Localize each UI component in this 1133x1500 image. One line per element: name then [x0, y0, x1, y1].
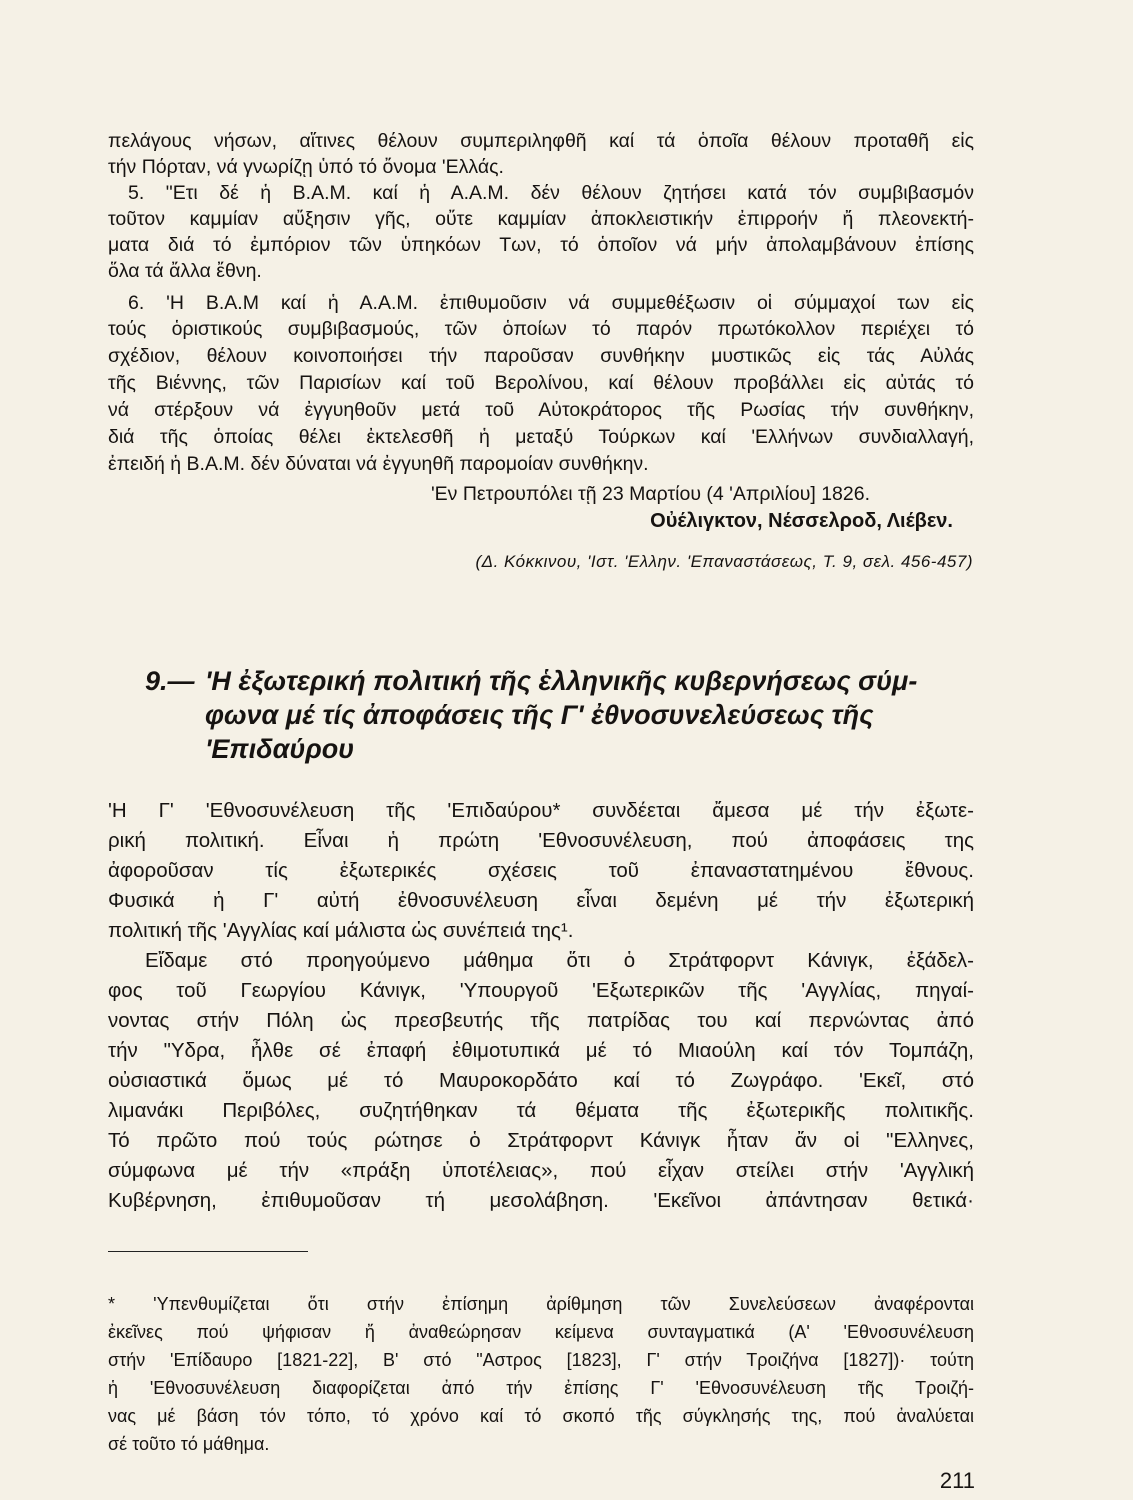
text-line: * 'Υπενθυμίζεται ὅτι στήν ἐπίσημη ἀρίθμηση τῶν Συνελεύσεων ἀναφέρονται	[108, 1294, 974, 1314]
text-line: τούς ὁριστικούς συμβιβασμούς, τῶν ὁποίων τό παρόν πρωτόκολλον περιέχει τό	[108, 318, 974, 340]
text-line: Κυβέρνηση, ἐπιθυμοῦσαν τή μεσολάβηση. 'Εκεῖνοι ἀπάντησαν θετικά·	[108, 1189, 974, 1212]
text-line: ὅλα τά ἄλλα ἔθνη.	[108, 260, 262, 282]
text-line: 5. "Ετι δέ ἡ Β.Α.Μ. καί ἡ Α.Α.Μ. δέν θέλουν ζητήσει κατά τόν συμβιβασμόν	[128, 182, 974, 204]
text-line: Φυσικά ἡ Γ' αὐτή ἐθνοσυνέλευση εἶναι δεμένη μέ τήν ἐξωτερική	[108, 889, 974, 912]
text-line: νοντας στήν Πόλη ὡς πρεσβευτής τῆς πατρίδας του καί περνώντας ἀπό	[108, 1009, 974, 1032]
text-line: ἡ 'Εθνοσυνέλευση διαφορίζεται ἀπό τήν ἐπίσης Γ' 'Εθνοσυνέλευση τῆς Τροιζή-	[108, 1378, 974, 1398]
text-line: λιμανάκι Περιβόλες, συζητήθηκαν τά θέματα τῆς ἐξωτερικῆς πολιτικῆς.	[108, 1099, 974, 1122]
section-title	[205, 664, 975, 766]
text-line: ἀφοροῦσαν τίς ἐξωτερικές σχέσεις τοῦ ἐπαναστατημένου ἔθνους.	[108, 859, 974, 882]
section-title-line: φωνα μέ τίς ἀποφάσεις τῆς Γ' ἐθνοσυνελεύσεως τῆς	[205, 700, 874, 730]
text-line: Εἴδαμε στό προηγούμενο μάθημα ὅτι ὁ Στράτφορντ Κάνιγκ, ἐξάδελ-	[145, 949, 974, 972]
source-citation: (Δ. Κόκκινου, 'Ιστ. 'Ελλην. 'Επαναστάσεως, Τ. 9, σελ. 456-457)	[475, 552, 973, 571]
section-number: 9.—	[145, 666, 195, 696]
text-line: ματα διά τό ἐμπόριον τῶν ὑπηκόων Των, τό ὁποῖον νά μήν ἀπολαμβάνουν ἐπίσης	[108, 234, 974, 256]
text-line: τήν "Υδρα, ἦλθε σέ ἐπαφή ἐθιμοτυπικά μέ τό Μιαούλη καί τόν Τομπάζη,	[108, 1039, 974, 1062]
text-line: φος τοῦ Γεωργίου Κάνιγκ, 'Υπουργοῦ 'Εξωτερικῶν τῆς 'Αγγλίας, πηγαί-	[108, 979, 974, 1002]
text-line: νά στέρξουν νά ἐγγυηθοῦν μετά τοῦ Αὐτοκράτορος τῆς Ρωσίας τήν συνθήκην,	[108, 399, 974, 421]
text-line: τοῦτον καμμίαν αὔξησιν γῆς, οὔτε καμμίαν ἀποκλειστικήν ἐπιρροήν ἤ πλεονεκτή-	[108, 208, 974, 230]
text-line: διά τῆς ὁποίας θέλει ἐκτελεσθῆ ἡ μεταξύ Τούρκων καί 'Ελλήνων συνδιαλλαγή,	[108, 426, 974, 448]
section-title-line: 'Η ἐξωτερική πολιτική τῆς ἑλληνικῆς κυβερνήσεως σύμ-	[205, 666, 918, 696]
text-line: στήν 'Επίδαυρο [1821-22], Β' στό "Αστρος [1823], Γ' στήν Τροιζήνα [1827])· τούτη	[108, 1350, 974, 1370]
footnote-divider	[108, 1251, 308, 1252]
signatures: Οὐέλιγκτον, Νέσσελροδ, Λιέβεν.	[650, 510, 953, 532]
text-line: νας μέ βάση τόν τόπο, τό χρόνο καί τό σκοπό τῆς σύγκλησής της, πού ἀναλύεται	[108, 1406, 974, 1426]
text-line: τήν Πόρταν, νά γνωρίζῃ ὑπό τό ὄνομα 'Ελλάς.	[108, 156, 504, 178]
text-line: σύμφωνα μέ τήν «πράξη ὑποτέλειας», πού εἶχαν στείλει στήν 'Αγγλική	[108, 1159, 974, 1182]
text-line: οὐσιαστικά ὅμως μέ τό Μαυροκορδάτο καί τό Ζωγράφο. 'Εκεῖ, στό	[108, 1069, 974, 1092]
text-line: ρική πολιτική. Εἶναι ἡ πρώτη 'Εθνοσυνέλευση, πού ἀποφάσεις της	[108, 829, 974, 852]
text-line: πελάγους νήσων, αἵτινες θέλουν συμπεριληφθῆ καί τά ὁποῖα θέλουν προταθῆ εἰς	[108, 130, 974, 152]
text-line: 'Η Γ' 'Εθνοσυνέλευση τῆς 'Επιδαύρου* συνδέεται ἄμεσα μέ τήν ἐξωτε-	[108, 799, 974, 822]
page-number: 211	[939, 1468, 975, 1493]
section-heading	[145, 664, 975, 774]
text-line: ἐπειδή ἡ Β.Α.Μ. δέν δύναται νά ἐγγυηθῆ παρομοίαν συνθήκην.	[108, 453, 649, 475]
text-line: σχέδιον, θέλουν κοινοποιήσει τήν παροῦσαν συνθήκην μυστικῶς εἰς τάς Αὐλάς	[108, 345, 974, 367]
text-line: τῆς Βιέννης, τῶν Παρισίων καί τοῦ Βερολίνου, καί θέλουν προβάλλει εἰς αὐτάς τό	[108, 372, 974, 394]
text-line: σέ τοῦτο τό μάθημα.	[108, 1434, 270, 1454]
dateline: 'Εν Πετρουπόλει τῇ 23 Μαρτίου (4 'Απριλίου] 1826.	[430, 483, 870, 505]
text-line: 6. 'Η Β.Α.Μ καί ἡ Α.Α.Μ. ἐπιθυμοῦσιν νά συμμεθέξωσιν οἱ σύμμαχοί των εἰς	[128, 292, 974, 314]
text-line: πολιτική τῆς 'Αγγλίας καί μάλιστα ὡς συνέπειά της¹.	[108, 919, 574, 942]
text-line: Τό πρῶτο πού τούς ρώτησε ὁ Στράτφορντ Κάνιγκ ἦταν ἄν οἱ "Ελληνες,	[108, 1129, 974, 1152]
section-title-line: 'Επιδαύρου	[205, 734, 355, 764]
text-line: ἐκεῖνες πού ψήφισαν ἤ ἀναθεώρησαν κείμενα συνταγματικά (Α' 'Εθνοσυνέλευση	[108, 1322, 974, 1342]
